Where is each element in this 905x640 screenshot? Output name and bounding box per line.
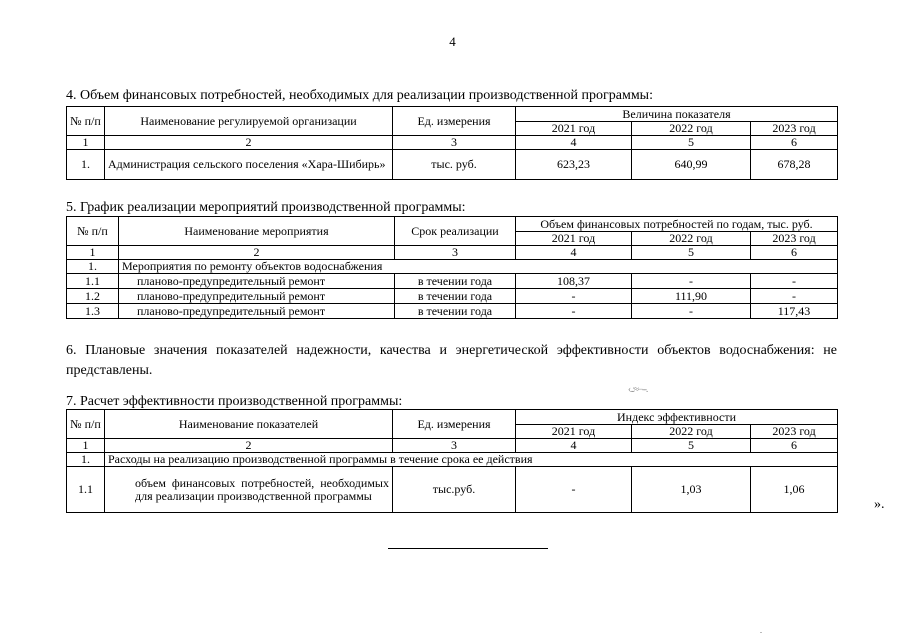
index-cell: 1 xyxy=(67,246,119,260)
faint-stamp-mark: ‹..:≈−‑-. xyxy=(628,384,648,394)
index-cell: 3 xyxy=(393,439,516,453)
index-cell: 1 xyxy=(67,136,105,150)
row-num: 1.3 xyxy=(67,304,119,319)
row-2023: 1,06 xyxy=(751,467,838,513)
group-title: Расходы на реализацию производственной программы в течение срока ее действия xyxy=(105,453,838,467)
row-2022: - xyxy=(632,304,751,319)
row-2021: - xyxy=(516,467,632,513)
header-unit: Ед. измерения xyxy=(393,107,516,136)
financial-needs-table xyxy=(66,106,838,180)
footer-rule xyxy=(388,548,548,549)
row-2021: 108,37 xyxy=(516,274,632,289)
section-7-heading: 7. Расчет эффективности производственной программы: xyxy=(66,394,403,409)
group-row xyxy=(67,453,838,467)
header-indicator-name: Наименование показателей xyxy=(105,410,393,439)
table-row xyxy=(67,289,838,304)
row-activity: планово-предупредительный ремонт xyxy=(119,274,395,289)
section-6-text: 6. Плановые значения показателей надежности, качества и энергетической эффективности объектов водоснабжения: не представлены. xyxy=(66,343,837,378)
row-period: в течении года xyxy=(395,289,516,304)
row-2021: - xyxy=(516,289,632,304)
group-num: 1. xyxy=(67,453,105,467)
row-2021: 623,23 xyxy=(516,150,632,180)
row-organization: Администрация сельского поселения «Хара-Шибирь» xyxy=(105,150,393,180)
row-num: 1. xyxy=(67,150,105,180)
header-num: № п/п xyxy=(67,107,105,136)
index-cell: 1 xyxy=(67,439,105,453)
header-organization: Наименование регулируемой организации xyxy=(105,107,393,136)
header-activity: Наименование мероприятия xyxy=(119,217,395,246)
scan-artifact xyxy=(760,632,762,633)
header-num: № п/п xyxy=(67,410,105,439)
header-year-2023: 2023 год xyxy=(751,232,838,246)
row-activity: планово-предупредительный ремонт xyxy=(119,304,395,319)
efficiency-table xyxy=(66,409,838,513)
index-cell: 4 xyxy=(516,439,632,453)
header-year-2021: 2021 год xyxy=(516,232,632,246)
row-num: 1.1 xyxy=(67,467,105,513)
row-2022: - xyxy=(632,274,751,289)
header-indicator-value: Величина показателя xyxy=(516,107,838,122)
row-period: в течении года xyxy=(395,274,516,289)
row-2022: 640,99 xyxy=(632,150,751,180)
header-period: Срок реализации xyxy=(395,217,516,246)
page-number: 4 xyxy=(449,34,456,49)
index-cell: 4 xyxy=(516,246,632,260)
row-2023: - xyxy=(751,274,838,289)
row-2022: 111,90 xyxy=(632,289,751,304)
table-row xyxy=(67,304,838,319)
header-year-2021: 2021 год xyxy=(516,122,632,136)
section-5-heading: 5. График реализации мероприятий производственной программы: xyxy=(66,200,466,215)
closing-quote-mark: ». xyxy=(874,497,885,512)
header-financial-volume: Объем финансовых потребностей по годам, тыс. руб. xyxy=(516,217,838,232)
header-num: № п/п xyxy=(67,217,119,246)
row-num: 1.2 xyxy=(67,289,119,304)
row-2021: - xyxy=(516,304,632,319)
row-2023: 117,43 xyxy=(751,304,838,319)
row-unit: тыс.руб. xyxy=(393,467,516,513)
row-2023: - xyxy=(751,289,838,304)
index-row xyxy=(67,439,838,453)
index-cell: 5 xyxy=(632,439,751,453)
header-year-2022: 2022 год xyxy=(632,232,751,246)
index-cell: 5 xyxy=(632,136,751,150)
table-row xyxy=(67,467,838,513)
index-cell: 4 xyxy=(516,136,632,150)
header-unit: Ед. измерения xyxy=(393,410,516,439)
row-2022: 1,03 xyxy=(632,467,751,513)
row-activity: планово-предупредительный ремонт xyxy=(119,289,395,304)
index-cell: 2 xyxy=(119,246,395,260)
index-cell: 2 xyxy=(105,136,393,150)
header-year-2022: 2022 год xyxy=(632,425,751,439)
row-unit: тыс. руб. xyxy=(393,150,516,180)
header-year-2023: 2023 год xyxy=(751,122,838,136)
index-row xyxy=(67,246,838,260)
group-row xyxy=(67,260,838,274)
table-row xyxy=(67,274,838,289)
header-year-2023: 2023 год xyxy=(751,425,838,439)
header-efficiency-index: Индекс эффективности xyxy=(516,410,838,425)
header-year-2022: 2022 год xyxy=(632,122,751,136)
index-cell: 3 xyxy=(395,246,516,260)
header-year-2021: 2021 год xyxy=(516,425,632,439)
group-num: 1. xyxy=(67,260,119,274)
section-4-heading: 4. Объем финансовых потребностей, необходимых для реализации производственной программы: xyxy=(66,88,653,103)
row-indicator-name: объем финансовых потребностей, необходимых для реализации производственной программы xyxy=(105,467,393,513)
index-cell: 5 xyxy=(632,246,751,260)
index-cell: 6 xyxy=(751,246,838,260)
row-period: в течении года xyxy=(395,304,516,319)
group-title: Мероприятия по ремонту объектов водоснабжения xyxy=(119,260,838,274)
index-cell: 2 xyxy=(105,439,393,453)
row-num: 1.1 xyxy=(67,274,119,289)
index-cell: 6 xyxy=(751,439,838,453)
index-cell: 6 xyxy=(751,136,838,150)
table-row xyxy=(67,150,838,180)
row-2023: 678,28 xyxy=(751,150,838,180)
index-cell: 3 xyxy=(393,136,516,150)
schedule-table xyxy=(66,216,838,319)
index-row xyxy=(67,136,838,150)
